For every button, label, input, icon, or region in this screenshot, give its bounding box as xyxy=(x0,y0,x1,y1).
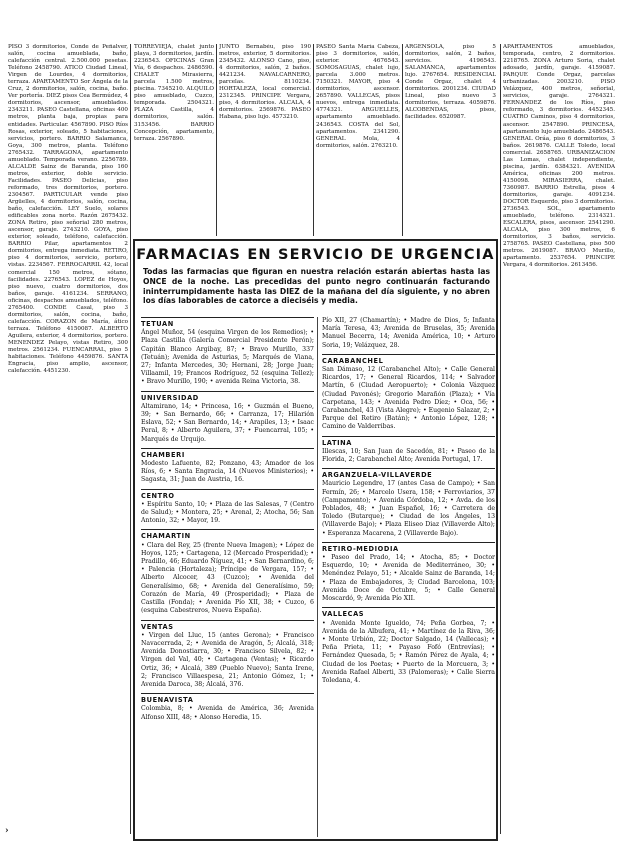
pharmacy-zone xyxy=(322,317,495,350)
zone-addresses: Altamirano, 14; • Princesa, 16; • Guzmán el Bueno, 39; • San Bernardo, 66; • Carranza, 17; Hilarión Eslava, 52; • San Bernardo, 14; • Arapiles, 13; • Isaac Peral, 8; • Alberto Aguilera, 37; • Fuencarral, 105; • Marqués de Urquijo. xyxy=(141,402,314,443)
zone-addresses: Colombia, 8; • Avenida de América, 36; Avenida Alfonso XIII, 48; • Alonso Heredia, 15. xyxy=(141,705,314,721)
column-divider xyxy=(500,44,501,834)
pharmacy-zone xyxy=(141,693,314,722)
pharmacy-box xyxy=(133,239,498,841)
classified-text: PASEO Santa María Cabeza, piso 3 dormitorios, salón, exterior. 4676543. SOMOSAGUAS, chalet lujo, parcela 3.000 metros. 7150321. MAYOR, piso 4 dormitorios, ascensor. 2657890. VALLECAS, pisos nuevos, entrega inmediata. 4774321. ARGUELLES, apartamento amueblado. 2436543. COSTA del Sol, apartamentos. 2341290. GENERAL Mola, 4 dormitorios, salón. 2763210. xyxy=(316,44,400,149)
column-divider xyxy=(216,44,217,236)
classified-text: TORREVIEJA, chalet junto playa, 3 dormitorios, jardín. 2236543. OFICINAS Gran Vía, 6 despachos. 2486590. CHALET Mirasierra, parcela 1.500 metros, piscina. 7345210. ALQUILO piso amueblado, Cuzco, temporada. 2504321. PLAZA Castilla, 4 dormitorios, salón. 3153456. BARRIO Concepción, apartamento, terraza. 2567890. xyxy=(134,44,214,142)
zone-addresses: • Paseo del Prado, 14; • Atocha, 85; • Doctor Esquerdo, 10; • Avenida de Mediterráneo, 30; • Menéndez Pelayo, 51; • Alcalde Sainz de Baranda, 14; • Plaza de Embajadores, 3; Ciudad Barcelona, 103; Avenida Doce de Octubre, 5; • Calle General Moscardó, 9; Avenida Pío XII. xyxy=(322,554,495,603)
box-title: FARMACIAS EN SERVICIO DE URGENCIA xyxy=(136,247,495,263)
zone-addresses: Mauricio Legendre, 17 (antes Casa de Campo); • San Fermín, 26; • Marcelo Usera, 158; • Ferroviarios, 37 (Campamento); • Avenida Córdoba, 12; • Avda. de los Poblados, 48; • Juan Español, 16; • Carretera de Toledo (Butarque); • Ciudad de los Ángeles, 13 (Villaverde Bajo); • Plaza Eliseo Diaz (Villaverde Alto); • Esperanza Macarena, 2 (Villaverde Bajo). xyxy=(322,480,495,537)
zone-heading: VALLECAS xyxy=(322,607,495,618)
classified-column-2 xyxy=(134,44,214,236)
zone-heading: TETUAN xyxy=(141,317,314,328)
box-column-divider xyxy=(317,317,318,837)
zone-heading: BUENAVISTA xyxy=(141,693,314,704)
zone-addresses: Ángel Muñoz, 54 (esquina Virgen de los Remedios); • Plaza Castilla (Galería Comercial Presidente Perón); Capitán Blanco Argibay, 87; • Bravo Murillo, 337 (Tetuán); Avenida de Asturias, 5; Marqués de Viana, 27; Infanta Mercedes, 30; Hernani, 28; Jorge Juan; Villaamil, 19; Francos Rodríguez, 52 (esquina Tellez); • Bravo Murillo, 190; • avenida Reina Victoria, 38. xyxy=(141,329,314,386)
box-intro: Todas las farmacias que figuran en nuestra relación estarán abiertas hasta las ONCE de la noche. Las precedidas del punto negro continuarán facturando ininterrumpidamente hasta las DIEZ de la mañana del día siguiente, y no abren los días laborables de catorce a dieciséis y media. xyxy=(143,267,490,306)
pharmacy-zone xyxy=(322,542,495,603)
zone-addresses: Illescas, 10; San Juan de Sacedón, 81; • Paseo de la Florida, 2; Carabanchel Alto; Avenida Portugal, 17. xyxy=(322,447,495,464)
pharmacy-zone xyxy=(322,468,495,538)
zone-heading: CHAMBERI xyxy=(141,448,314,459)
zone-addresses: Modesto Lafuente, 82; Ponzano, 43; Amador de los Ríos, 6; • Santa Engracia, 14 (Nuevos Ministerios); • Sagasta, 31; Juan de Austria, 16. xyxy=(141,460,314,484)
pharmacy-zone xyxy=(322,607,495,685)
zone-addresses: • Avenida Monte Igueldo, 74; Peña Gorbea, 7; • Avenida de la Albufera, 41; • Martínez de la Riva, 36; • Monte Urbión, 22; Doctor Salgado, 14 (Vallecas); • Peña Prieta, 11; • Payaso Fofó (Entrevías); • Fernández Quesada, 5; • Ramón Pérez de Ayala, 4; • Ciudad de los Poetas; • Puerto de la Morcuera, 3; • Avenida Rafael Alberti, 33 (Palomeras); • Calle Sierra Toledana, 4. xyxy=(322,619,495,684)
pharmacy-zone xyxy=(141,529,314,615)
zone-heading: ARGANZUELA-VILLAVERDE xyxy=(322,468,495,479)
zone-heading: RETIRO-MEDIODIA xyxy=(322,542,495,553)
pharmacy-zone xyxy=(141,489,314,526)
pharmacy-zone xyxy=(141,448,314,485)
zone-heading: LATINA xyxy=(322,436,495,447)
zone-heading: CARABANCHEL xyxy=(322,354,495,365)
pharmacy-zone xyxy=(322,436,495,465)
zone-heading: CENTRO xyxy=(141,489,314,500)
column-divider xyxy=(313,44,314,236)
classified-text: APARTAMENTOS amueblados, temporada, centro, 2 dormitorios. 2218765. ZONA Arturo Soria, chalet adosado, jardín, garaje. 4159087. PARQUE Conde Orgaz, parcelas urbanizadas. 2003210. PISO Velázquez, 400 metros, señorial, servicios, garaje. 2764321. FERNANDEZ de los Ríos, piso reformado, 3 dormitorios. 4452345. CUATRO Caminos, piso 4 dormitorios, ascensor. 2547890. PRINCESA, apartamento lujo amueblado. 2486543. GENERAL Oráa, piso 6 dormitorios, 3 baños. 2619876. CALLE Toledo, local comercial. 2658765. URBANIZACION Las Lomas, chalet independiente, piscina, jardín. 6384321. AVENIDA América, oficinas 200 metros. 4150098. MIRASIERRA, chalet. 7360987. BARRIO Estrella, pisos 4 dormitorios, garaje. 4091234. DOCTOR Esquerdo, piso 3 dormitorios. 2736543. SOL, apartamento amueblado, teléfono. 2314321. ESCALERA, pisos, ascensor. 2541290. ALCALA, piso 300 metros, 6 dormitorios, 3 baños, servicio. 2758765. PASEO Castellana, piso 500 metros. 2619087. BRAVO Murillo, apartamento. 2537654. PRINCIPE Vergara, 4 dormitorios. 2613456. xyxy=(503,44,615,269)
zone-addresses: Pío XII, 27 (Chamartín); • Madre de Dios, 5; Infanta María Teresa, 43; Avenida de Bruselas, 35; Avenida Manuel Becerra, 14; Avenida América, 10; • Arturo Soria, 19; Velázquez, 28. xyxy=(322,317,495,349)
classified-column-4 xyxy=(316,44,400,236)
pharmacy-column-right xyxy=(322,317,495,689)
classified-column-3 xyxy=(219,44,311,236)
classified-text: ARGENSOLA, piso 5 dormitorios, salón, 2 baños, servicios. 4196543. SALAMANCA, apartamentos lujo. 2767654. RESIDENCIAL Conde Orgaz, chalet 4 dormitorios. 2001234. CIUDAD Lineal, piso nuevo 3 dormitorios, terraza. 4059876. ALCOBENDAS, pisos, facilidades. 6520987. xyxy=(405,44,496,121)
zone-addresses: • Espíritu Santo, 10; • Plaza de las Salesas, 7 (Centro de Salud); • Montera, 25; • Arenal, 2; Atocha, 56; San Antonio, 32; • Mayor, 19. xyxy=(141,500,314,525)
pharmacy-zone xyxy=(141,620,314,690)
classified-column-6 xyxy=(503,44,615,822)
pharmacy-zone xyxy=(322,354,495,432)
classified-text: JUNTO Bernabéu, piso 190 metros, exterior, 5 dormitorios. 2345432. ALONSO Cano, piso, 4 dormitorios, salón, 2 baños. 4421234. NAVALCARNERO, parcelas. 8110234. HORTALEZA, local comercial. 2312345. PRINCIPE Vergara, piso, 4 dormitorios. ALCALA, 4 dormitorios. 2569876. PASEO Habana, piso lujo. 4573210. xyxy=(219,44,311,121)
zone-heading: CHAMARTIN xyxy=(141,529,314,540)
pharmacy-zone xyxy=(141,317,314,387)
zone-heading: VENTAS xyxy=(141,620,314,631)
zone-addresses: • Virgen del Lluc, 15 (antes Gerona); • Francisco Navacerrada, 2; • Avenida de Aragón, 5; Alcalá, 318; Avenida Donostiarra, 30; • Francisco Silvela, 82; • Virgen del Val, 40; • Cartagena (Ventas); • Ricardo Ortiz, 36; • Alcalá, 389 (Pueblo Nuevo); Santa Irene, 2; Francisco Villaespesa, 21; Antonio Gómez, 1; • Avenida Daroca, 38; Alcalá, 376. xyxy=(141,631,314,688)
classified-column-1 xyxy=(8,44,128,822)
classified-column-5 xyxy=(405,44,496,236)
classified-text: PISO 3 dormitorios, Conde de Peñalver, salón, cocina amueblada, baño, calefacción central. 2.500.000 pesetas. Teléfono 2458790. ATICO Ciudad Lineal, Virgen de Lourdes, 4 dormitorios, terraza. APARTAMENTO Sor Ángela de la Cruz, 2 dormitorios, salón, cocina, baño. Ver portería. DIEZ pisos Cea Bermúdez, 4 dormitorios, ascensor, amueblados. 2343211. PASEO Castellana, oficinas 400 metros, planta baja, propias para entidades. Particular. 4567890. PISO Ríos Rosas, exterior, soleado, 5 habitaciones, servicios, portero. BARRIO Salamanca, Goya, 300 metros, planta. Teléfono 2765432. TARRAGONA, apartamento amueblado. Temporada verano. 2256789. ALCALDE Sainz de Baranda, piso 160 metros, exterior, doble servicio. Facilidades. PASEO Delicias, piso reformado, tres dormitorios, portero. 2304567. PARTICULAR vende piso Argüelles, 4 dormitorios, salón, cocina, baño, calefacción. LEY Suelo, solares edificables zona norte. Razón 2675432. ZONA Retiro, piso señorial 280 metros, ascensor, garaje. 2743210. GOYA, piso exterior, soleado, teléfono, calefacción. BARRIO Pilar, apartamentos 2 dormitorios, entrega inmediata. RETIRO, piso 4 dormitorios, servicio, portero, vistas. 2234567. FERROCARRIL 42, local comercial 150 metros, sótano, facilidades. 2276543. LOPEZ de Hoyos, piso nuevo, cuatro dormitorios, dos baños, garaje. 4161234. SERRANO, oficinas, despachos amueblados, teléfono. 2765400. CONDE Casal, piso 3 dormitorios, salón, cocina, baño, calefacción. CORAZON de María, ático terraza. Teléfono 4150087. ALBERTO Aguilera, exterior, 4 dormitorios, portero. MENENDEZ Pelayo, vistas Retiro, 300 metros. 2561234. FUENCARRAL, piso 5 habitaciones. Teléfono 4459876. SANTA Engracia, piso amplio, ascensor, calefacción. 4451230. xyxy=(8,44,128,375)
column-divider xyxy=(130,44,131,834)
pharmacy-column-left xyxy=(141,317,314,726)
zone-heading: UNIVERSIDAD xyxy=(141,391,314,402)
zone-addresses: • Clara del Rey, 25 (frente Nueva Imagen); • López de Hoyos, 125; • Cartagena, 12 (Mercado Prosperidad); • Pradillo, 46; Eduardo Ñíguez, 41; • San Bernardino, 6; • Palencia (Hortaleza); Príncipe de Vergara, 157; • Alberto Alcocer, 43 (Cuzco); • Avenida del Generalísimo, 68; • Avenida del Generalísimo, 59; Corazón de María, 49 (Prosperidad); • Plaza de Castilla (Fonda); • Avenida Pío XII, 38; • Cuzco, 6 (esquina Cabestreros, Nueva España). xyxy=(141,541,314,615)
column-divider xyxy=(402,44,403,236)
page-mark: › xyxy=(5,826,9,836)
zone-addresses: San Dámaso, 12 (Carabanchel Alto); • Calle General Ricardos, 17; • General Ricardos, 114; • Salvador Martín, 6 (Ciudad Aeropuerto); • Colonia Vázquez (Ciudad Pavonés); Gregorio Marañón (Plaza); • Vía Carpetana, 143; • Avenida Pedro Díez; • Oca, 56; • Carabanchel, 43 (Vista Alegre); • Eugenio Salazar, 2; • Parque del Retiro (Batán); • Antonio López, 128; • Camino de Valderribas. xyxy=(322,366,495,431)
pharmacy-zone xyxy=(141,391,314,444)
